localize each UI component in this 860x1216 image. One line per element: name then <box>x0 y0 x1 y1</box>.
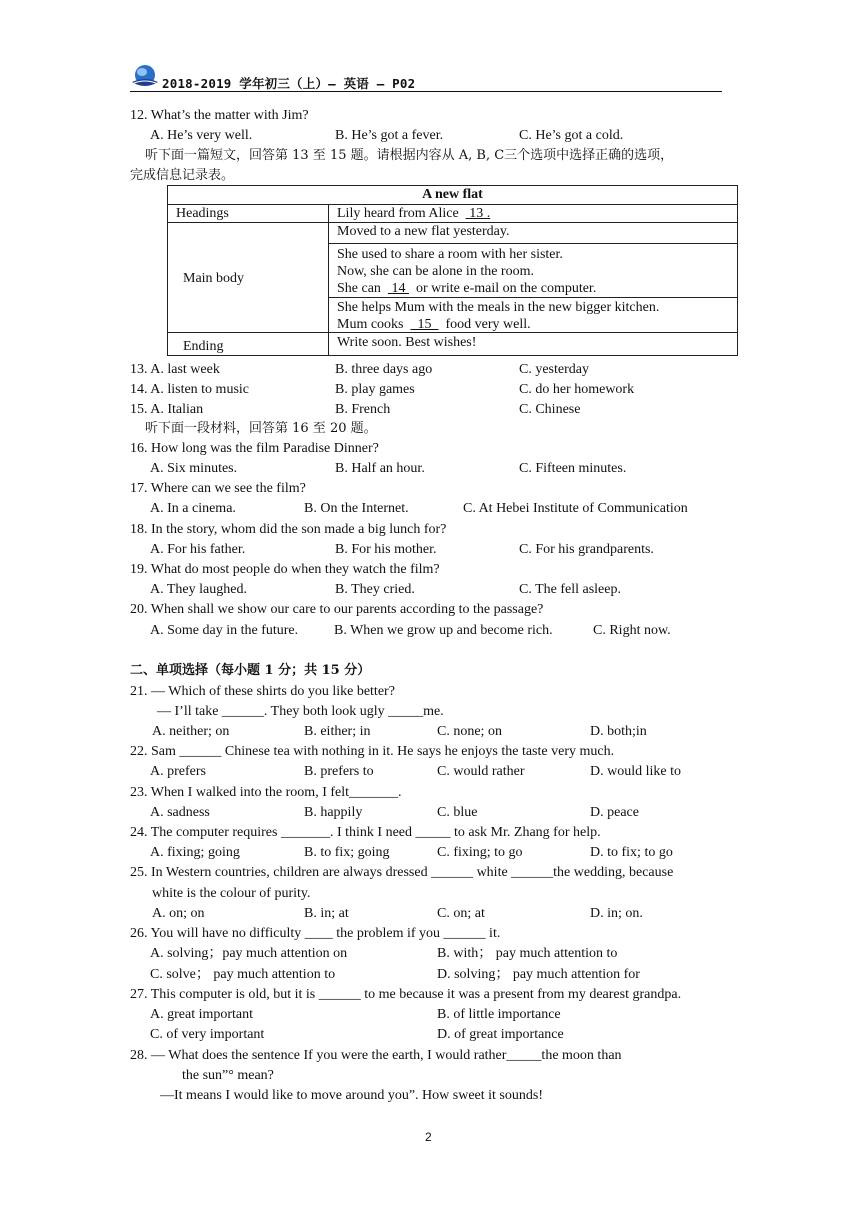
page-header <box>130 64 722 94</box>
q25-line1: 25. In Western countries, children are always dressed ______ white ______the wedding, because <box>130 865 674 880</box>
q13-option-c: C. yesterday <box>519 362 589 377</box>
q24-option-d: D. to fix; to go <box>590 845 673 860</box>
q12-option-b: B. He’s got a fever. <box>335 128 444 143</box>
q28-line2: the sun”° mean? <box>182 1068 274 1083</box>
q28-line1: 28. — What does the sentence If you were the earth, I would rather_____the moon than <box>130 1048 622 1063</box>
q25-option-d: D. in; on. <box>590 906 643 921</box>
main-body-line2c: She can 14 or write e-mail on the computer. <box>337 281 597 296</box>
blank-13: 13 . <box>469 206 491 221</box>
section-2-heading: 二、单项选择（每小题 1 分；共 15 分） <box>130 663 371 678</box>
q26-option-d: D. solving； pay much attention for <box>437 967 640 982</box>
main-body-line2a: She used to share a room with her sister. <box>337 247 563 262</box>
q24-stem: 24. The computer requires _______. I think I need _____ to ask Mr. Zhang for help. <box>130 825 601 840</box>
q24-option-a: A. fixing; going <box>150 845 240 860</box>
q25-option-b: B. in; at <box>304 906 349 921</box>
q14-option-b: B. play games <box>335 382 415 397</box>
page-number: 2 <box>425 1130 432 1144</box>
q15-option-c: C. Chinese <box>519 402 581 417</box>
q15-option-b: B. French <box>335 402 391 417</box>
q20-option-c: C. Right now. <box>593 623 671 638</box>
ending-text: Write soon. Best wishes! <box>337 335 477 350</box>
q12-stem: 12. What’s the matter with Jim? <box>130 108 309 123</box>
table-title: A new flat <box>422 187 483 202</box>
q12-option-a: A. He’s very well. <box>150 128 253 143</box>
q23-stem: 23. When I walked into the room, I felt_______. <box>130 785 402 800</box>
q23-option-d: D. peace <box>590 805 639 820</box>
q25-line2: white is the colour of purity. <box>152 886 311 901</box>
q21-line1: 21. — Which of these shirts do you like better? <box>130 684 395 699</box>
q16-option-b: B. Half an hour. <box>335 461 425 476</box>
q28-line3: —It means I would like to move around you”. How sweet it sounds! <box>160 1088 543 1103</box>
q23-option-c: C. blue <box>437 805 478 820</box>
q21-option-b: B. either; in <box>304 724 371 739</box>
q17-stem: 17. Where can we see the film? <box>130 481 306 496</box>
q21-option-d: D. both;in <box>590 724 647 739</box>
q25-option-c: C. on; at <box>437 906 485 921</box>
q15-option-a: 15. A. Italian <box>130 402 204 417</box>
header-divider <box>130 91 722 92</box>
q16-option-a: A. Six minutes. <box>150 461 238 476</box>
q17-option-c: C. At Hebei Institute of Communication <box>463 501 688 516</box>
q18-option-c: C. For his grandparents. <box>519 542 654 557</box>
q25-option-a: A. on; on <box>152 906 205 921</box>
q20-option-a: A. Some day in the future. <box>150 623 299 638</box>
q21-option-c: C. none; on <box>437 724 502 739</box>
main-body-line1: Moved to a new flat yesterday. <box>337 224 510 239</box>
main-body-line3b: Mum cooks 15 food very well. <box>337 317 531 332</box>
q26-option-b: B. with； pay much attention to <box>437 946 618 961</box>
q27-stem: 27. This computer is old, but it is ______ to me because it was a present from my dearest grandpa. <box>130 987 682 1002</box>
header-title: 2018-2019 学年初三（上）— 英语 — P02 <box>162 76 416 91</box>
instruction-13-15-line2: 完成信息记录表。 <box>130 168 235 183</box>
q27-option-a: A. great important <box>150 1007 254 1022</box>
instruction-13-15-line1: 听下面一篇短文，回答第 13 至 15 题。请根据内容从 A, B, C三个选项中选择正确的选项， <box>145 148 674 163</box>
q18-stem: 18. In the story, whom did the son made a big lunch for? <box>130 522 447 537</box>
q22-option-c: C. would rather <box>437 764 525 779</box>
q14-option-a: 14. A. listen to music <box>130 382 249 397</box>
q16-option-c: C. Fifteen minutes. <box>519 461 627 476</box>
q26-stem: 26. You will have no difficulty ____ the problem if you ______ it. <box>130 926 501 941</box>
q17-option-b: B. On the Internet. <box>304 501 409 516</box>
q19-option-c: C. The fell asleep. <box>519 582 621 597</box>
q22-option-d: D. would like to <box>590 764 681 779</box>
headings-label: Headings <box>176 206 229 221</box>
q19-option-b: B. They cried. <box>335 582 415 597</box>
ending-label: Ending <box>183 339 224 354</box>
q17-option-a: A. In a cinema. <box>150 501 236 516</box>
instruction-16-20: 听下面一段材料，回答第 16 至 20 题。 <box>145 421 377 436</box>
main-body-line3a: She helps Mum with the meals in the new bigger kitchen. <box>337 300 660 315</box>
headings-text: Lily heard from Alice 13 . <box>337 206 491 221</box>
q23-option-b: B. happily <box>304 805 363 820</box>
q13-option-a: 13. A. last week <box>130 362 220 377</box>
main-body-label: Main body <box>183 271 245 286</box>
info-record-table <box>167 185 738 356</box>
q26-option-c: C. solve； pay much attention to <box>150 967 336 982</box>
q16-stem: 16. How long was the film Paradise Dinner? <box>130 441 379 456</box>
q27-option-d: D. of great importance <box>437 1027 564 1042</box>
q23-option-a: A. sadness <box>150 805 210 820</box>
q22-option-b: B. prefers to <box>304 764 374 779</box>
q13-option-b: B. three days ago <box>335 362 433 377</box>
blank-14: 14 <box>391 281 406 296</box>
q18-option-a: A. For his father. <box>150 542 246 557</box>
main-body-line2b: Now, she can be alone in the room. <box>337 264 534 279</box>
globe-logo-icon <box>130 64 160 90</box>
q18-option-b: B. For his mother. <box>335 542 437 557</box>
q20-stem: 20. When shall we show our care to our parents according to the passage? <box>130 602 544 617</box>
q26-option-a: A. solving；pay much attention on <box>150 946 348 961</box>
q22-option-a: A. prefers <box>150 764 206 779</box>
q27-option-b: B. of little importance <box>437 1007 561 1022</box>
q24-option-c: C. fixing; to go <box>437 845 523 860</box>
q14-option-c: C. do her homework <box>519 382 635 397</box>
q21-option-a: A. neither; on <box>152 724 230 739</box>
blank-15: 15 <box>417 317 432 332</box>
q24-option-b: B. to fix; going <box>304 845 390 860</box>
q22-stem: 22. Sam ______ Chinese tea with nothing in it. He says he enjoys the taste very much. <box>130 744 615 759</box>
q27-option-c: C. of very important <box>150 1027 265 1042</box>
q12-option-c: C. He’s got a cold. <box>519 128 624 143</box>
q19-stem: 19. What do most people do when they watch the film? <box>130 562 440 577</box>
q20-option-b: B. When we grow up and become rich. <box>334 623 553 638</box>
q21-line2: — I’ll take ______. They both look ugly _____me. <box>157 704 444 719</box>
q19-option-a: A. They laughed. <box>150 582 247 597</box>
